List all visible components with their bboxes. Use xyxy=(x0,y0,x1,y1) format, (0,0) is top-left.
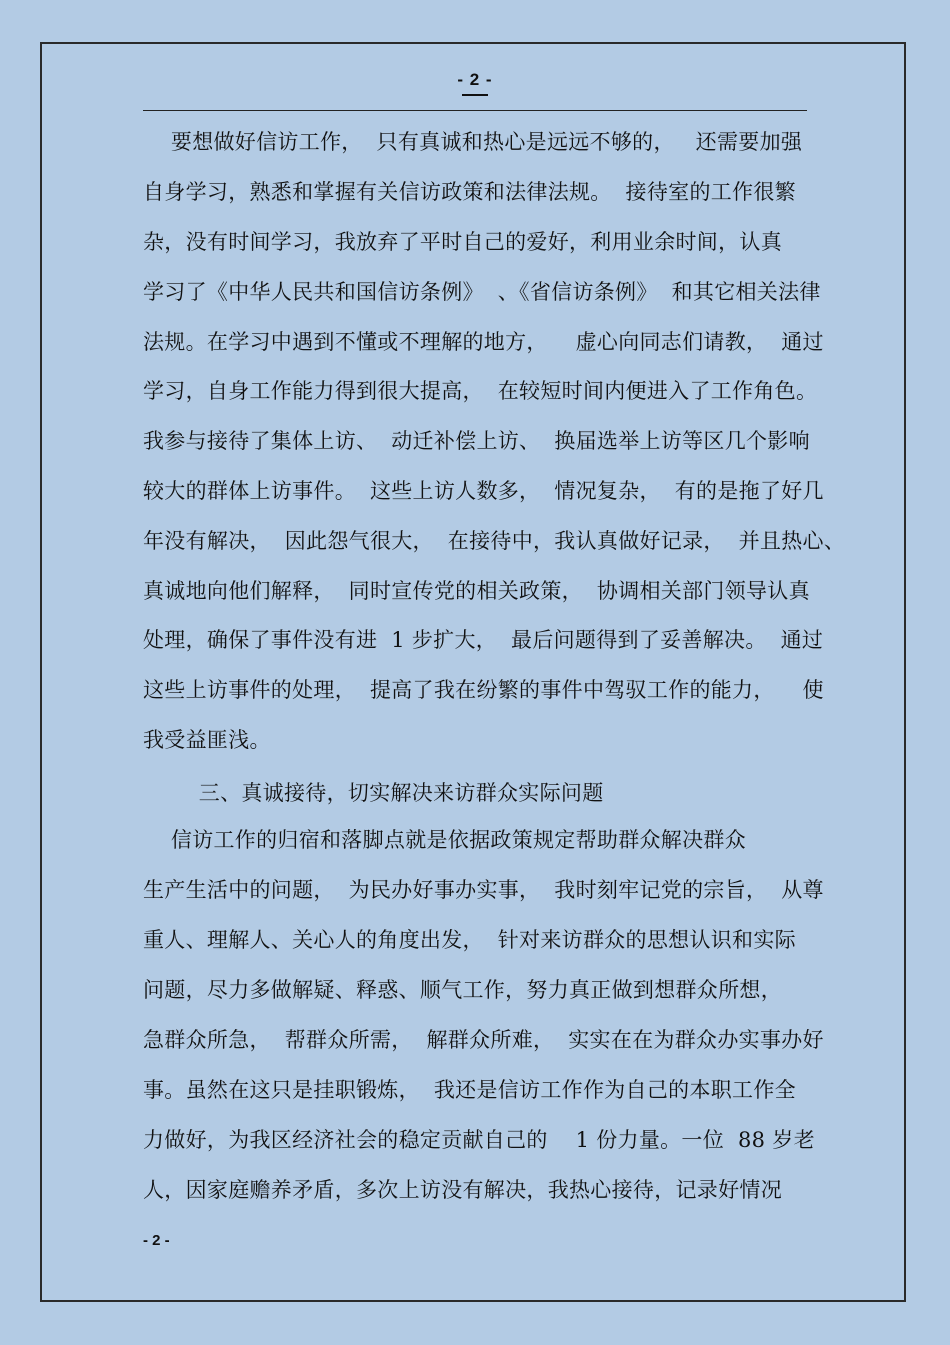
text-line: 生产生活中的问题， 为民办好事办实事， 我时刻牢记党的宗旨， 从尊 xyxy=(143,878,824,902)
header-page-number: - 2 - xyxy=(457,70,493,89)
text-line: 这些上访事件的处理， 提高了我在纷繁的事件中驾驭工作的能力， 使 xyxy=(143,678,824,702)
text-line: 处理，确保了事件没有进 1 步扩大， 最后问题得到了妥善解决。 通过 xyxy=(143,628,824,652)
text-line: 年没有解决， 因此怨气很大， 在接待中，我认真做好记录， 并且热心、 xyxy=(143,529,846,553)
text-line: 人，因家庭赡养矛盾，多次上访没有解决，我热心接待，记录好情况 xyxy=(143,1178,782,1202)
text-line: 重人、理解人、关心人的角度出发， 针对来访群众的思想认识和实际 xyxy=(143,928,796,952)
text-line: 我受益匪浅。 xyxy=(143,728,271,752)
text-line: 学习了《中华人民共和国信访条例》 、《省信访条例》 和其它相关法律 xyxy=(143,280,821,304)
text-line: 学习，自身工作能力得到很大提高， 在较短时间内便进入了工作角色。 xyxy=(143,379,818,403)
text-line: 我参与接待了集体上访、 动迁补偿上访、 换届选举上访等区几个影响 xyxy=(143,429,810,453)
footer-page-number: - 2 - xyxy=(143,1232,170,1249)
text-line: 信访工作的归宿和落脚点就是依据政策规定帮助群众解决群众 xyxy=(143,828,746,852)
text-line: 杂，没有时间学习，我放弃了平时自己的爱好，利用业余时间，认真 xyxy=(143,230,782,254)
text-line: 问题，尽力多做解疑、释惑、顺气工作，努力真正做到想群众所想， xyxy=(143,978,782,1002)
text-line: 要想做好信访工作， 只有真诚和热心是远远不够的， 还需要加强 xyxy=(143,130,803,154)
header-page-number-underline xyxy=(462,94,488,96)
text-line: 急群众所急， 帮群众所需， 解群众所难， 实实在在为群众办实事办好 xyxy=(143,1028,824,1052)
text-line: 较大的群体上访事件。 这些上访人数多， 情况复杂， 有的是拖了好几 xyxy=(143,479,824,503)
header-rule xyxy=(143,110,807,111)
text-line: 事。虽然在这只是挂职锻炼， 我还是信访工作作为自己的本职工作全 xyxy=(143,1078,796,1102)
text-line: 法规。在学习中遇到不懂或不理解的地方， 虚心向同志们请教， 通过 xyxy=(143,330,824,354)
text-line: 真诚地向他们解释， 同时宣传党的相关政策， 协调相关部门领导认真 xyxy=(143,579,810,603)
section-heading: 三、真诚接待，切实解决来访群众实际问题 xyxy=(143,781,604,805)
text-line: 力做好，为我区经济社会的稳定贡献自己的 1 份力量。一位 88 岁老 xyxy=(143,1128,815,1152)
text-line: 自身学习，熟悉和掌握有关信访政策和法律法规。 接待室的工作很繁 xyxy=(143,180,796,204)
